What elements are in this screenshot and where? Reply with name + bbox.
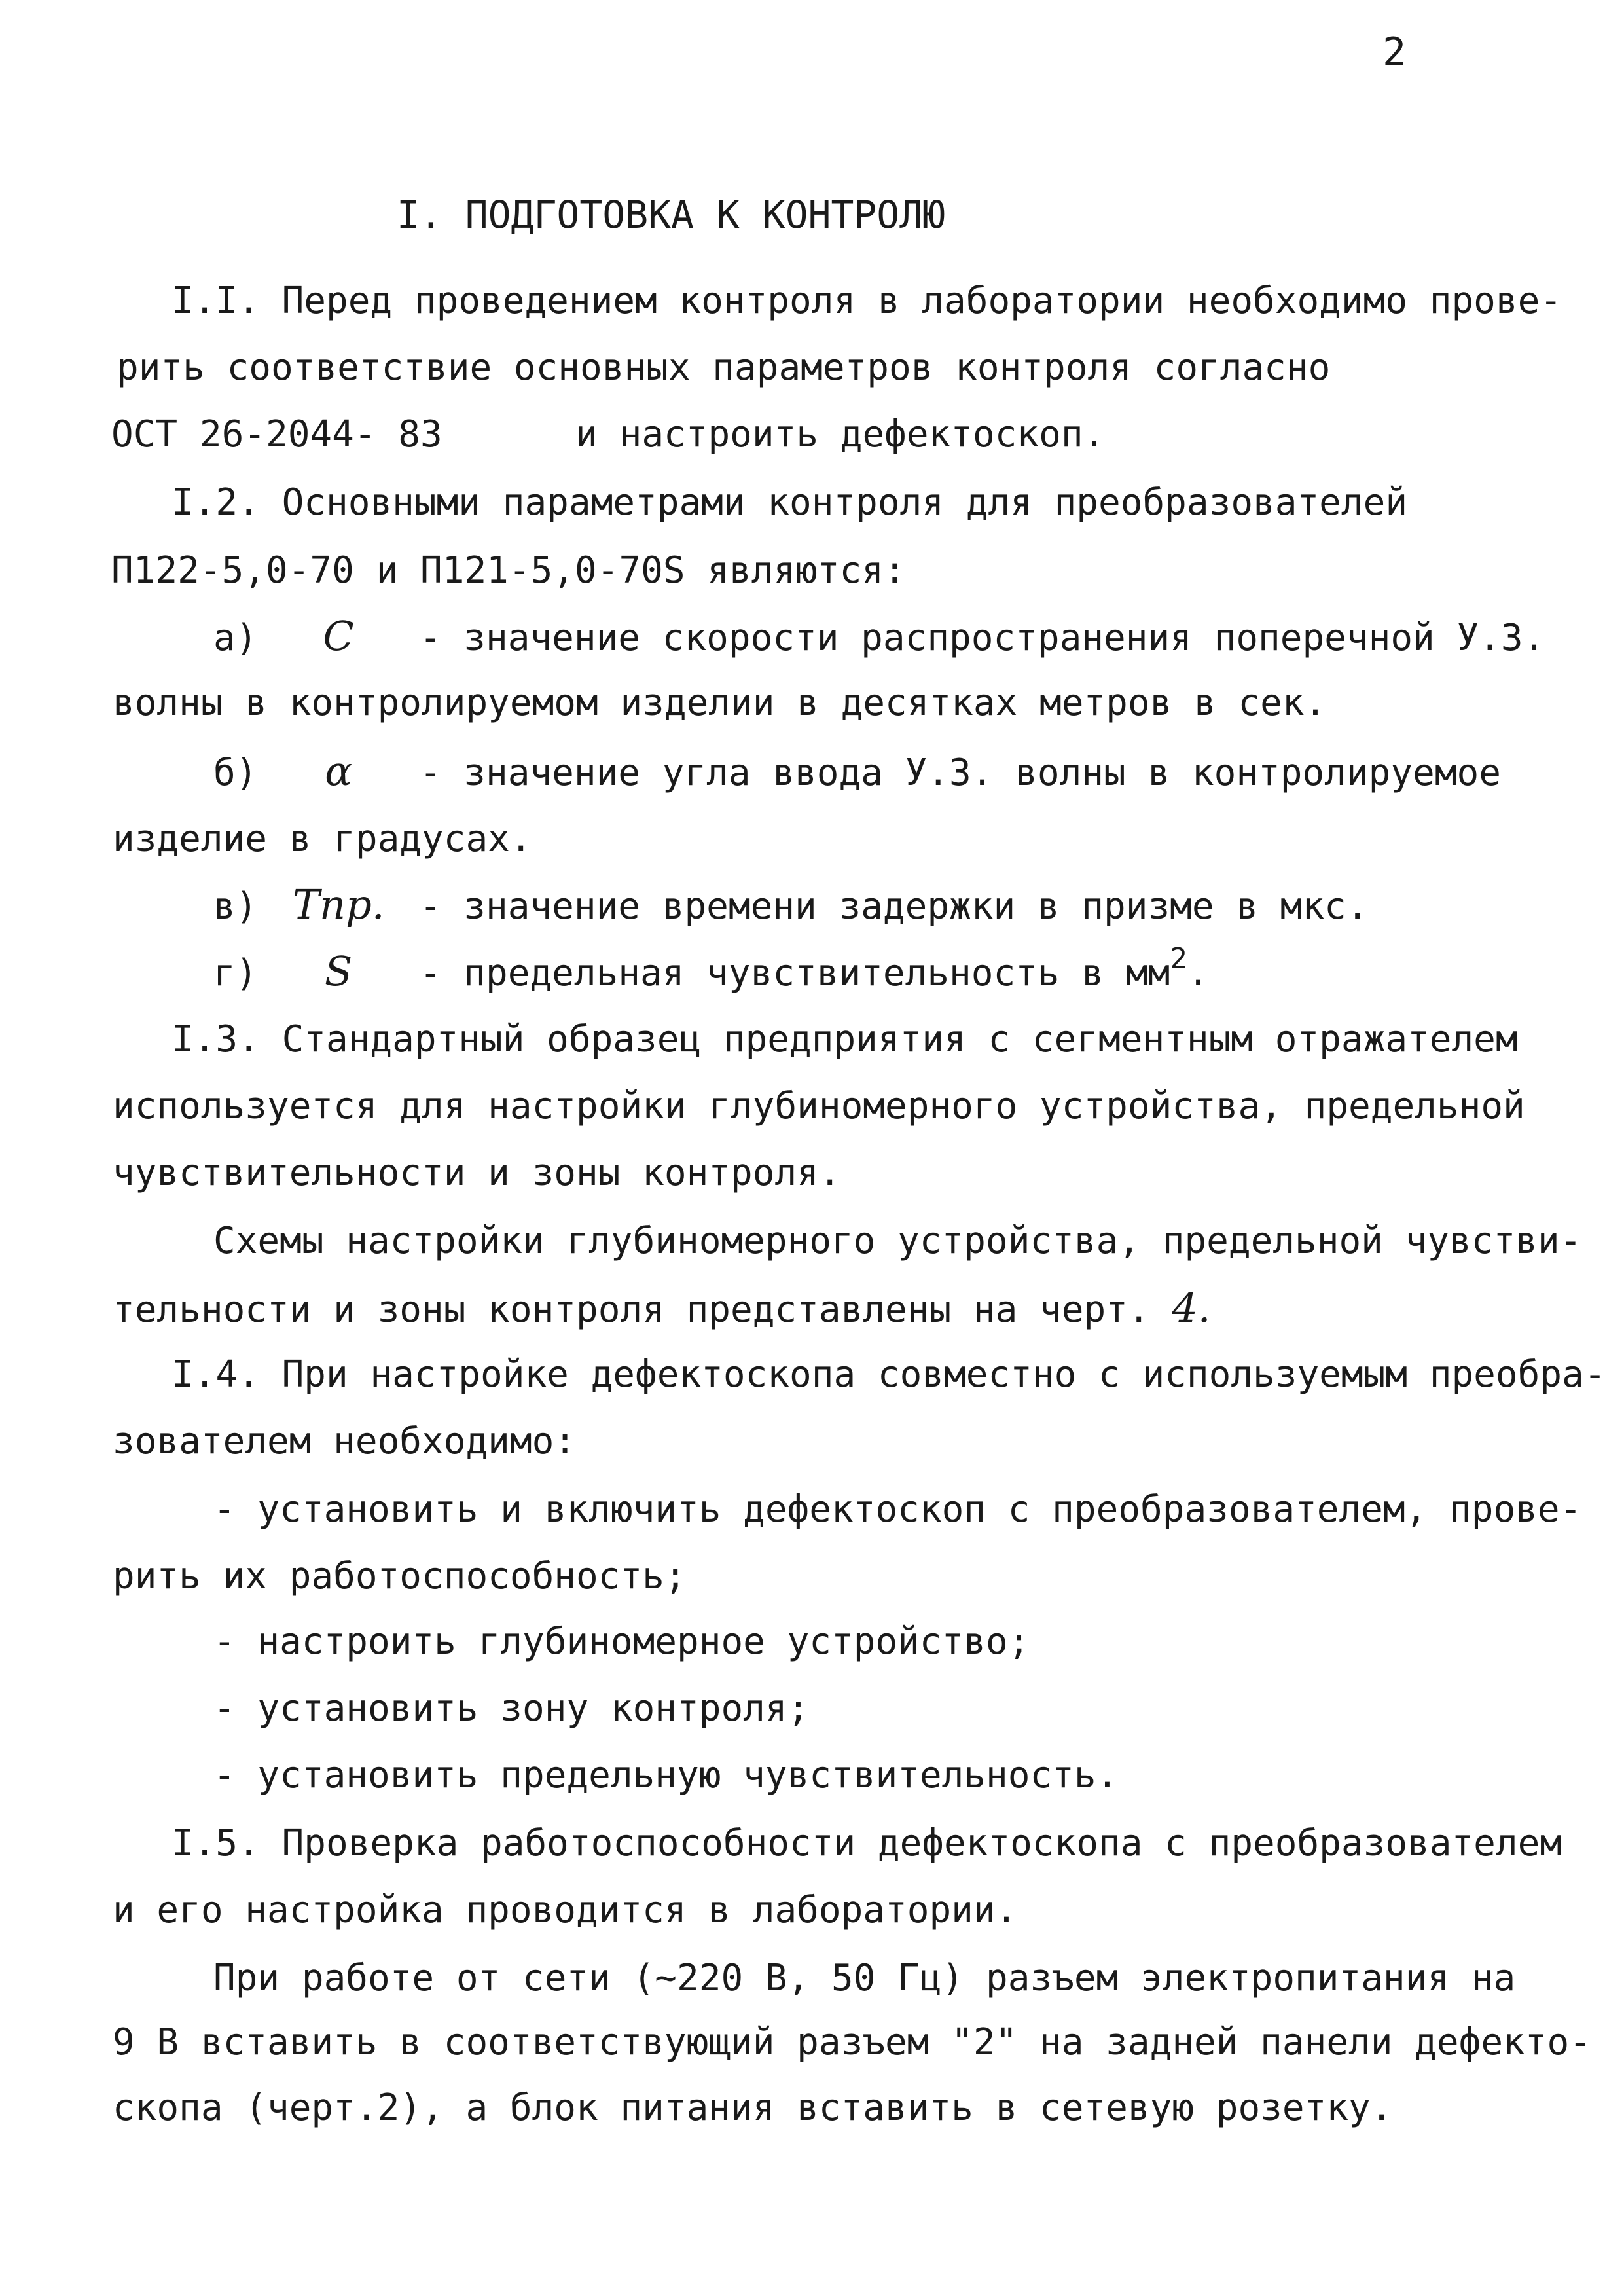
param-b-text: - значение угла ввода У.З. волны в контролируемое (419, 752, 1501, 794)
param-g-end: . (1187, 952, 1210, 994)
p1-5-line3: При работе от сети (~220 В, 50 Гц) разъем электропитания на (213, 1957, 1516, 1999)
param-g-marker: г) (213, 952, 258, 994)
page-number: 2 (1382, 29, 1407, 75)
p1-5-line4: 9 В вставить в соответствующий разъем "2" на задней панели дефекто- (113, 2021, 1591, 2064)
param-a (213, 612, 1545, 660)
p1-4-item3: - установить зону контроля; (213, 1687, 810, 1730)
param-a-text: - значение скорости распространения поперечной У.З. (419, 617, 1545, 659)
angle-symbol: α (325, 747, 353, 795)
p1-4-item4: - установить предельную чувствительность. (213, 1754, 1119, 1796)
param-b-marker: б) (213, 752, 258, 794)
p1-4-line1: I.4. При настройке дефектоскопа совместно с используемым преобра- (171, 1353, 1606, 1396)
param-v-text: - значение времени задержки в призме в мкс. (419, 885, 1369, 928)
p1-4-item2: - настроить глубиномерное устройство; (213, 1620, 1030, 1663)
p1-5-line2: и его настройка проводится в лаборатории. (113, 1889, 1018, 1931)
standard-reference: ОСТ 26-2044- 83 (111, 413, 442, 456)
p1-5-line5: скопа (черт.2), а блок питания вставить в сетевую розетку. (113, 2086, 1393, 2129)
param-b-cont: изделие в градусах. (113, 818, 532, 860)
delay-symbol: Tпр. (292, 881, 385, 928)
p1-4-item1a: - установить и включить дефектоскоп с преобразователем, прове- (213, 1488, 1582, 1531)
param-v-marker: в) (213, 885, 258, 928)
p1-2-line2: П122-5,0-70 и П121-5,0-70S являются: (111, 549, 906, 592)
p1-3-line5-text: тельности и зоны контроля представлены на черт. (113, 1288, 1150, 1331)
p1-3-line3: чувствительности и зоны контроля. (113, 1152, 841, 1194)
param-b (213, 747, 1501, 795)
drawing-reference: 4. (1172, 1284, 1211, 1332)
p1-5-line1: I.5. Проверка работоспособности дефектоскопа с преобразователем (171, 1822, 1562, 1865)
p1-3-line5 (113, 1284, 1211, 1332)
param-a-cont: волны в контролируемом изделии в десятках метров в сек. (113, 682, 1327, 724)
p1-1-line3 (111, 414, 1105, 456)
p1-3-line1: I.3. Стандартный образец предприятия с сегментным отражателем (171, 1018, 1518, 1061)
p1-1-line1: I.I. Перед проведением контроля в лаборатории необходимо прове- (171, 280, 1562, 322)
p1-3-line4: Схемы настройки глубиномерного устройства, предельной чувстви- (213, 1220, 1582, 1262)
param-v (213, 881, 1369, 928)
param-g-text: - предельная чувствительность в мм (419, 952, 1170, 994)
param-g-superscript: 2 (1170, 942, 1187, 975)
sensitivity-symbol: S (324, 947, 353, 995)
section-heading: I. ПОДГОТОВКА К КОНТРОЛЮ (397, 192, 946, 237)
p1-3-line2: используется для настройки глубиномерного устройства, предельной (113, 1085, 1525, 1127)
p1-1-line2: рить соответствие основных параметров контроля согласно (117, 346, 1331, 389)
p1-4-item1b: рить их работоспособность; (113, 1555, 687, 1597)
p1-2-line1: I.2. Основными параметрами контроля для преобразователей (171, 481, 1408, 524)
velocity-symbol: C (323, 612, 354, 660)
p1-1-line3-rest: и настроить дефектоскоп. (575, 413, 1106, 456)
param-a-marker: а) (213, 617, 258, 659)
param-g (213, 942, 1210, 997)
p1-4-line2: зователем необходимо: (113, 1420, 577, 1463)
